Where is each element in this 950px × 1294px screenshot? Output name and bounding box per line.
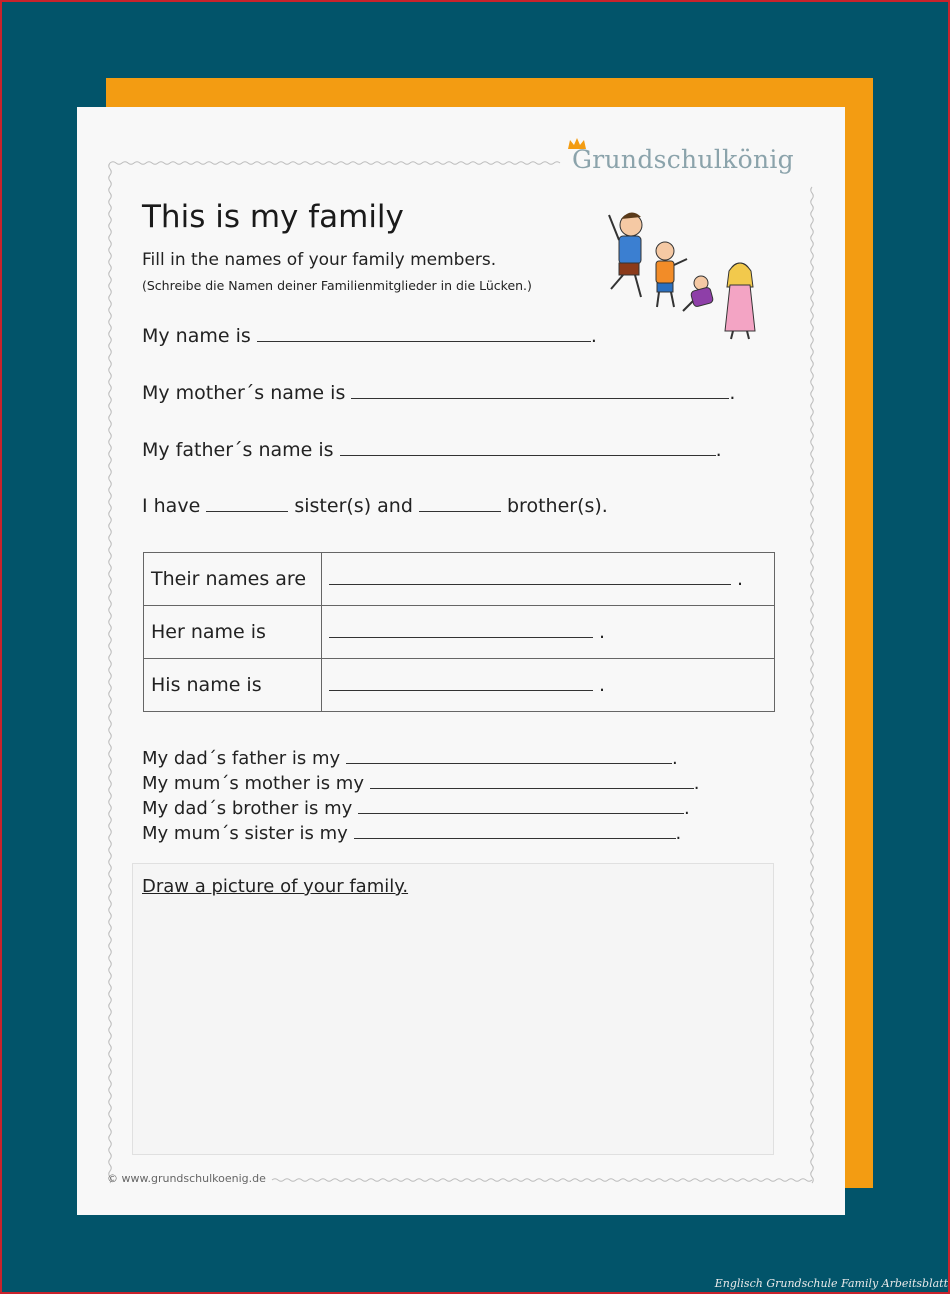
drawing-area[interactable]	[132, 863, 774, 1155]
table-answer-cell[interactable]: .	[322, 553, 775, 606]
worksheet-page	[77, 107, 845, 1215]
my-name-label: My name is	[142, 325, 251, 347]
table-row	[144, 606, 775, 659]
father-name-line	[142, 439, 722, 461]
siblings-label-c: brother(s).	[507, 495, 608, 517]
mums-sister-line: My mum´s sister is my .	[142, 823, 682, 844]
dads-father-label: My dad´s father is my	[142, 748, 341, 769]
copyright-footer: © www.grundschulkoenig.de	[107, 1172, 266, 1185]
table-answer-cell[interactable]: .	[322, 659, 775, 712]
father-name-blank[interactable]	[340, 454, 716, 456]
family-illustration	[575, 203, 765, 343]
sibling-names-table	[143, 552, 775, 712]
mother-name-blank[interactable]	[351, 397, 729, 399]
drawing-prompt: Draw a picture of your family.	[142, 876, 409, 897]
brand-logo: Grundschulkönig	[572, 145, 794, 174]
table-label: Her name is	[144, 606, 322, 659]
mums-mother-line: My mum´s mother is my .	[142, 773, 700, 794]
instruction-german: (Schreibe die Namen deiner Familienmitglieder in die Lücken.)	[142, 278, 532, 293]
table-row	[144, 659, 775, 712]
mums-sister-label: My mum´s sister is my	[142, 823, 348, 844]
sisters-count-blank[interactable]	[206, 510, 288, 512]
dads-father-line: My dad´s father is my .	[142, 748, 678, 769]
period: .	[590, 325, 597, 347]
mother-name-label: My mother´s name is	[142, 382, 346, 404]
table-answer-cell[interactable]: .	[322, 606, 775, 659]
table-label: Their names are	[144, 553, 322, 606]
siblings-label-b: sister(s) and	[294, 495, 413, 517]
my-name-blank[interactable]	[257, 340, 591, 342]
image-caption: Englisch Grundschule Family Arbeitsblatt	[714, 1277, 948, 1290]
dads-brother-label: My dad´s brother is my	[142, 798, 353, 819]
period: .	[715, 439, 722, 461]
dads-brother-blank[interactable]	[358, 812, 684, 814]
period: .	[729, 382, 736, 404]
father-name-label: My father´s name is	[142, 439, 334, 461]
table-label: His name is	[144, 659, 322, 712]
dads-brother-line: My dad´s brother is my .	[142, 798, 690, 819]
siblings-line	[142, 495, 608, 517]
siblings-label-a: I have	[142, 495, 201, 517]
mother-name-line	[142, 382, 735, 404]
mums-mother-blank[interactable]	[370, 787, 694, 789]
mums-mother-label: My mum´s mother is my	[142, 773, 364, 794]
brothers-count-blank[interactable]	[419, 510, 501, 512]
instruction-text: Fill in the names of your family members.	[142, 250, 497, 270]
worksheet-title: This is my family	[142, 199, 404, 235]
my-name-line	[142, 325, 597, 347]
dads-father-blank[interactable]	[346, 762, 672, 764]
table-row	[144, 553, 775, 606]
mums-sister-blank[interactable]	[354, 837, 676, 839]
